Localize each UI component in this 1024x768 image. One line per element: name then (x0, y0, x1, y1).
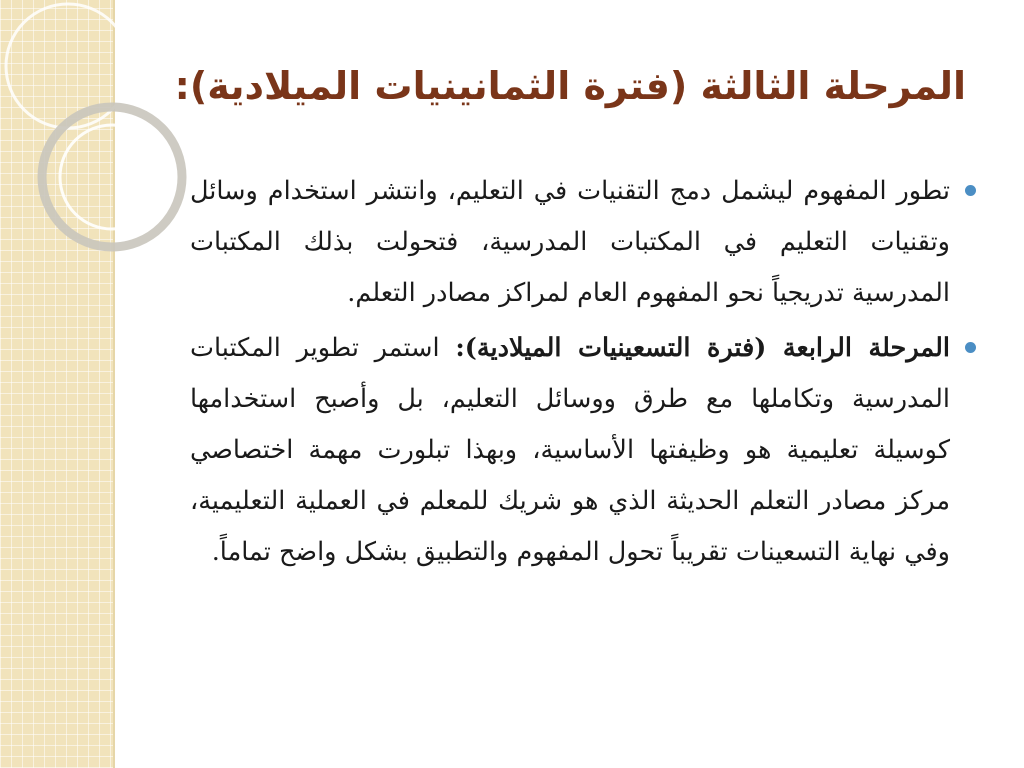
bullet-text: استمر تطوير المكتبات المدرسية وتكاملها مع طرق ووسائل التعليم، بل وأصبح استخدامها كوسيلة تعليمية هو وظيفتها الأساسية، وبهذا تبلورت مهمة اختصاصي مركز مصادر التعلم الحديثة الذي هو شريك للمعلم في العملية التعليمية، وفي نهاية التسعينات تقريباً تحول المفهوم والتطبيق بشكل واضح تماماً. (190, 333, 950, 567)
bullet-text: تطور المفهوم ليشمل دمج التقنيات في التعليم، وانتشر استخدام وسائل وتقنيات التعليم في المكتبات المدرسية، فتحولت بذلك المكتبات المدرسية تدريجياً نحو المفهوم العام لمراكز مصادر التعلم. (190, 176, 950, 308)
decorative-sidebar (0, 0, 113, 768)
sidebar-divider (113, 0, 115, 768)
bullet-dot-icon (965, 185, 976, 196)
bullet-dot-icon (965, 342, 976, 353)
bullet-item-1 (190, 166, 980, 319)
bullet-item-2 (190, 323, 980, 578)
slide-title: المرحلة الثالثة (فترة الثمانينيات الميلادية): (174, 64, 966, 108)
bullet-list (190, 166, 980, 582)
bullet-heading: المرحلة الرابعة (فترة التسعينيات الميلادية): (455, 333, 950, 363)
